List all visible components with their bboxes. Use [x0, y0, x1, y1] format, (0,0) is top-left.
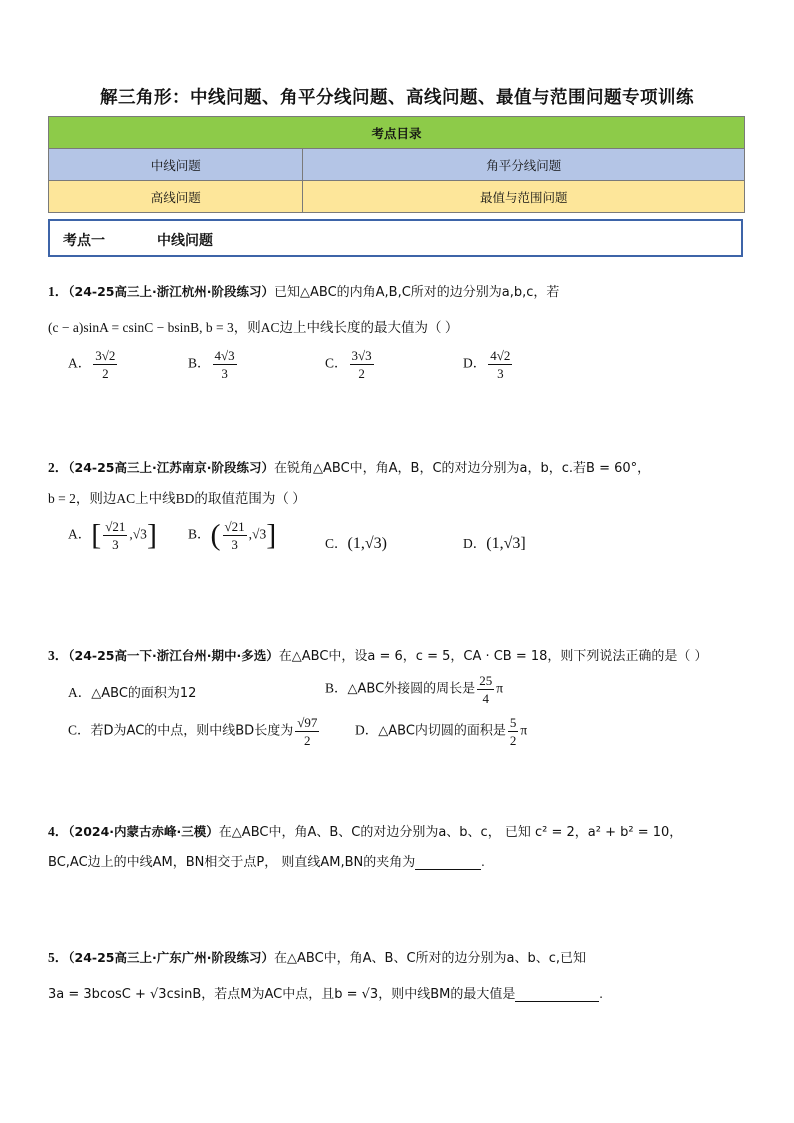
- q3-choice-b[interactable]: [325, 672, 503, 707]
- choice-text: △ABC内切圆的面积是: [378, 723, 506, 739]
- denominator: 2: [509, 733, 517, 748]
- choice-text: (1,√3): [347, 535, 387, 552]
- q2-choice-c[interactable]: [325, 532, 387, 553]
- q5-line1: [48, 946, 586, 966]
- q1-choice-a[interactable]: [68, 347, 119, 382]
- q5-line2: [48, 983, 603, 1002]
- tail-text: π: [520, 722, 528, 738]
- numerator: 3√3: [351, 348, 372, 363]
- choice-label: A．: [68, 355, 92, 371]
- choice-label: A．: [68, 526, 92, 542]
- close-bracket: ]: [266, 518, 277, 552]
- fraction: [477, 672, 494, 707]
- toc-header: 考点目录: [49, 117, 745, 149]
- choice-text: △ABC外接圆的周长是: [347, 681, 476, 697]
- section-name: 中线问题: [157, 233, 213, 249]
- q2-choice-b[interactable]: [188, 518, 276, 553]
- q3-line1: [48, 644, 708, 664]
- denominator: 2: [304, 733, 311, 748]
- page-title: 解三角形：中线问题、角平分线问题、高线问题、最值与范围问题专项训练: [100, 88, 694, 108]
- toc-item-extremum[interactable]: 最值与范围问题: [303, 181, 745, 213]
- tail-text: ,√3: [129, 526, 147, 542]
- tail-text: ,√3: [248, 526, 267, 542]
- q3-source: （24-25高一下·浙江台州·期中·多选）: [68, 648, 279, 663]
- choice-label: C．: [325, 536, 348, 551]
- q2-stem1: 在锐角△ABC中，角A，B，C的对边分别为a，b，c.若B = 60°，: [273, 461, 651, 476]
- choice-label: B．: [325, 680, 348, 696]
- q2-number: 2．: [48, 460, 69, 475]
- choice-text: (1,√3]: [486, 535, 526, 552]
- fraction: [350, 347, 374, 382]
- toc-table: [48, 116, 745, 213]
- toc-item-bisector[interactable]: 角平分线问题: [303, 149, 745, 181]
- q1-stem1: 已知△ABC的内角A,B,C所对的边分别为a,b,c，若: [273, 285, 560, 300]
- fraction: [223, 518, 247, 553]
- q4-stem1: 在△ABC中，角A、B、C的对边分别为a、b、c， 已知 c² = 2，a² + b² = 10，: [218, 825, 683, 840]
- q1-source: （24-25高三上·浙江杭州·阶段练习）: [68, 284, 274, 299]
- numerator: √21: [105, 519, 126, 534]
- q1-choice-b[interactable]: [188, 347, 239, 382]
- q3-choice-c[interactable]: [68, 714, 321, 749]
- choice-label: D．: [355, 722, 379, 738]
- q4-line2: [48, 851, 485, 870]
- fraction: [103, 518, 127, 553]
- denominator: 2: [102, 366, 109, 381]
- answer-blank[interactable]: [515, 987, 599, 1002]
- denominator: 3: [231, 537, 238, 552]
- fraction: [213, 347, 237, 382]
- fraction: [488, 347, 512, 382]
- choice-label: D．: [463, 355, 487, 371]
- numerator: 3√2: [95, 348, 116, 363]
- choice-text: △ABC的面积为12: [91, 686, 197, 701]
- fraction: [508, 714, 519, 749]
- denominator: 3: [112, 537, 119, 552]
- q5-source: （24-25高三上·广东广州·阶段练习）: [68, 950, 274, 965]
- q1-line1: [48, 280, 559, 300]
- q2-line1: [48, 456, 650, 476]
- open-bracket: [: [91, 518, 102, 552]
- q2-choice-a[interactable]: [68, 518, 157, 553]
- numerator: 25: [479, 673, 493, 688]
- q4-line1: [48, 820, 682, 840]
- choice-label: C．: [325, 355, 348, 371]
- choice-label: A．: [68, 685, 92, 700]
- choice-text: 若D为AC的中点，则中线BD长度为: [90, 723, 294, 739]
- q4-number: 4．: [48, 824, 69, 839]
- denominator: 2: [358, 366, 365, 381]
- toc-item-altitude[interactable]: 高线问题: [49, 181, 303, 213]
- q3-choice-d[interactable]: [355, 714, 527, 749]
- choice-label: D．: [463, 536, 487, 551]
- open-bracket: (: [210, 518, 221, 552]
- q4-stem2: BC,AC边上的中线AM，BN相交于点P， 则直线AM,BN的夹角为: [48, 855, 416, 870]
- q1-choice-d[interactable]: [463, 347, 514, 382]
- q3-choice-a[interactable]: [68, 681, 196, 701]
- q4-end: .: [481, 854, 485, 869]
- choice-label: B．: [188, 355, 211, 371]
- q5-number: 5．: [48, 950, 69, 965]
- q2-choice-d[interactable]: [463, 532, 526, 553]
- toc-item-median[interactable]: 中线问题: [49, 149, 303, 181]
- q3-number: 3．: [48, 648, 69, 663]
- numerator: √21: [224, 519, 245, 534]
- numerator: 5: [509, 715, 517, 730]
- q4-source: （2024·内蒙古赤峰·三模）: [68, 824, 219, 839]
- q2-source: （24-25高三上·江苏南京·阶段练习）: [68, 460, 274, 475]
- q1-choice-c[interactable]: [325, 347, 376, 382]
- q2-line2: b = 2，则边AC上中线BD的取值范围为（ ）: [48, 491, 306, 506]
- answer-blank[interactable]: [415, 855, 481, 870]
- section-label: 考点一: [63, 233, 105, 249]
- q1-number: 1．: [48, 284, 69, 299]
- numerator: √97: [297, 715, 318, 730]
- q5-stem2: 3a = 3bcosC + √3csinB，若点M为AC中点，且b = √3，则中线BM的最大值是: [48, 987, 516, 1002]
- numerator: 4√3: [214, 348, 235, 363]
- denominator: 4: [482, 691, 489, 706]
- q5-end: .: [599, 986, 603, 1001]
- q1-line2: (c − a)sinA = csinC − bsinB, b = 3，则AC边上中线长度的最大值为（ ）: [48, 320, 459, 335]
- close-bracket: ]: [146, 518, 157, 552]
- q3-stem1: 在△ABC中，设a = 6，c = 5，CA · CB = 18，则下列说法正确的是（ ）: [278, 649, 708, 664]
- choice-label: C．: [68, 722, 91, 738]
- denominator: 3: [221, 366, 228, 381]
- denominator: 3: [497, 366, 504, 381]
- numerator: 4√2: [490, 348, 511, 363]
- fraction: [295, 714, 319, 749]
- choice-label: B．: [188, 526, 211, 542]
- tail-text: π: [496, 680, 504, 696]
- q5-stem1: 在△ABC中，角A、B、C所对的边分别为a、b、c,已知: [273, 951, 587, 966]
- fraction: [93, 347, 117, 382]
- section-header: [48, 219, 743, 257]
